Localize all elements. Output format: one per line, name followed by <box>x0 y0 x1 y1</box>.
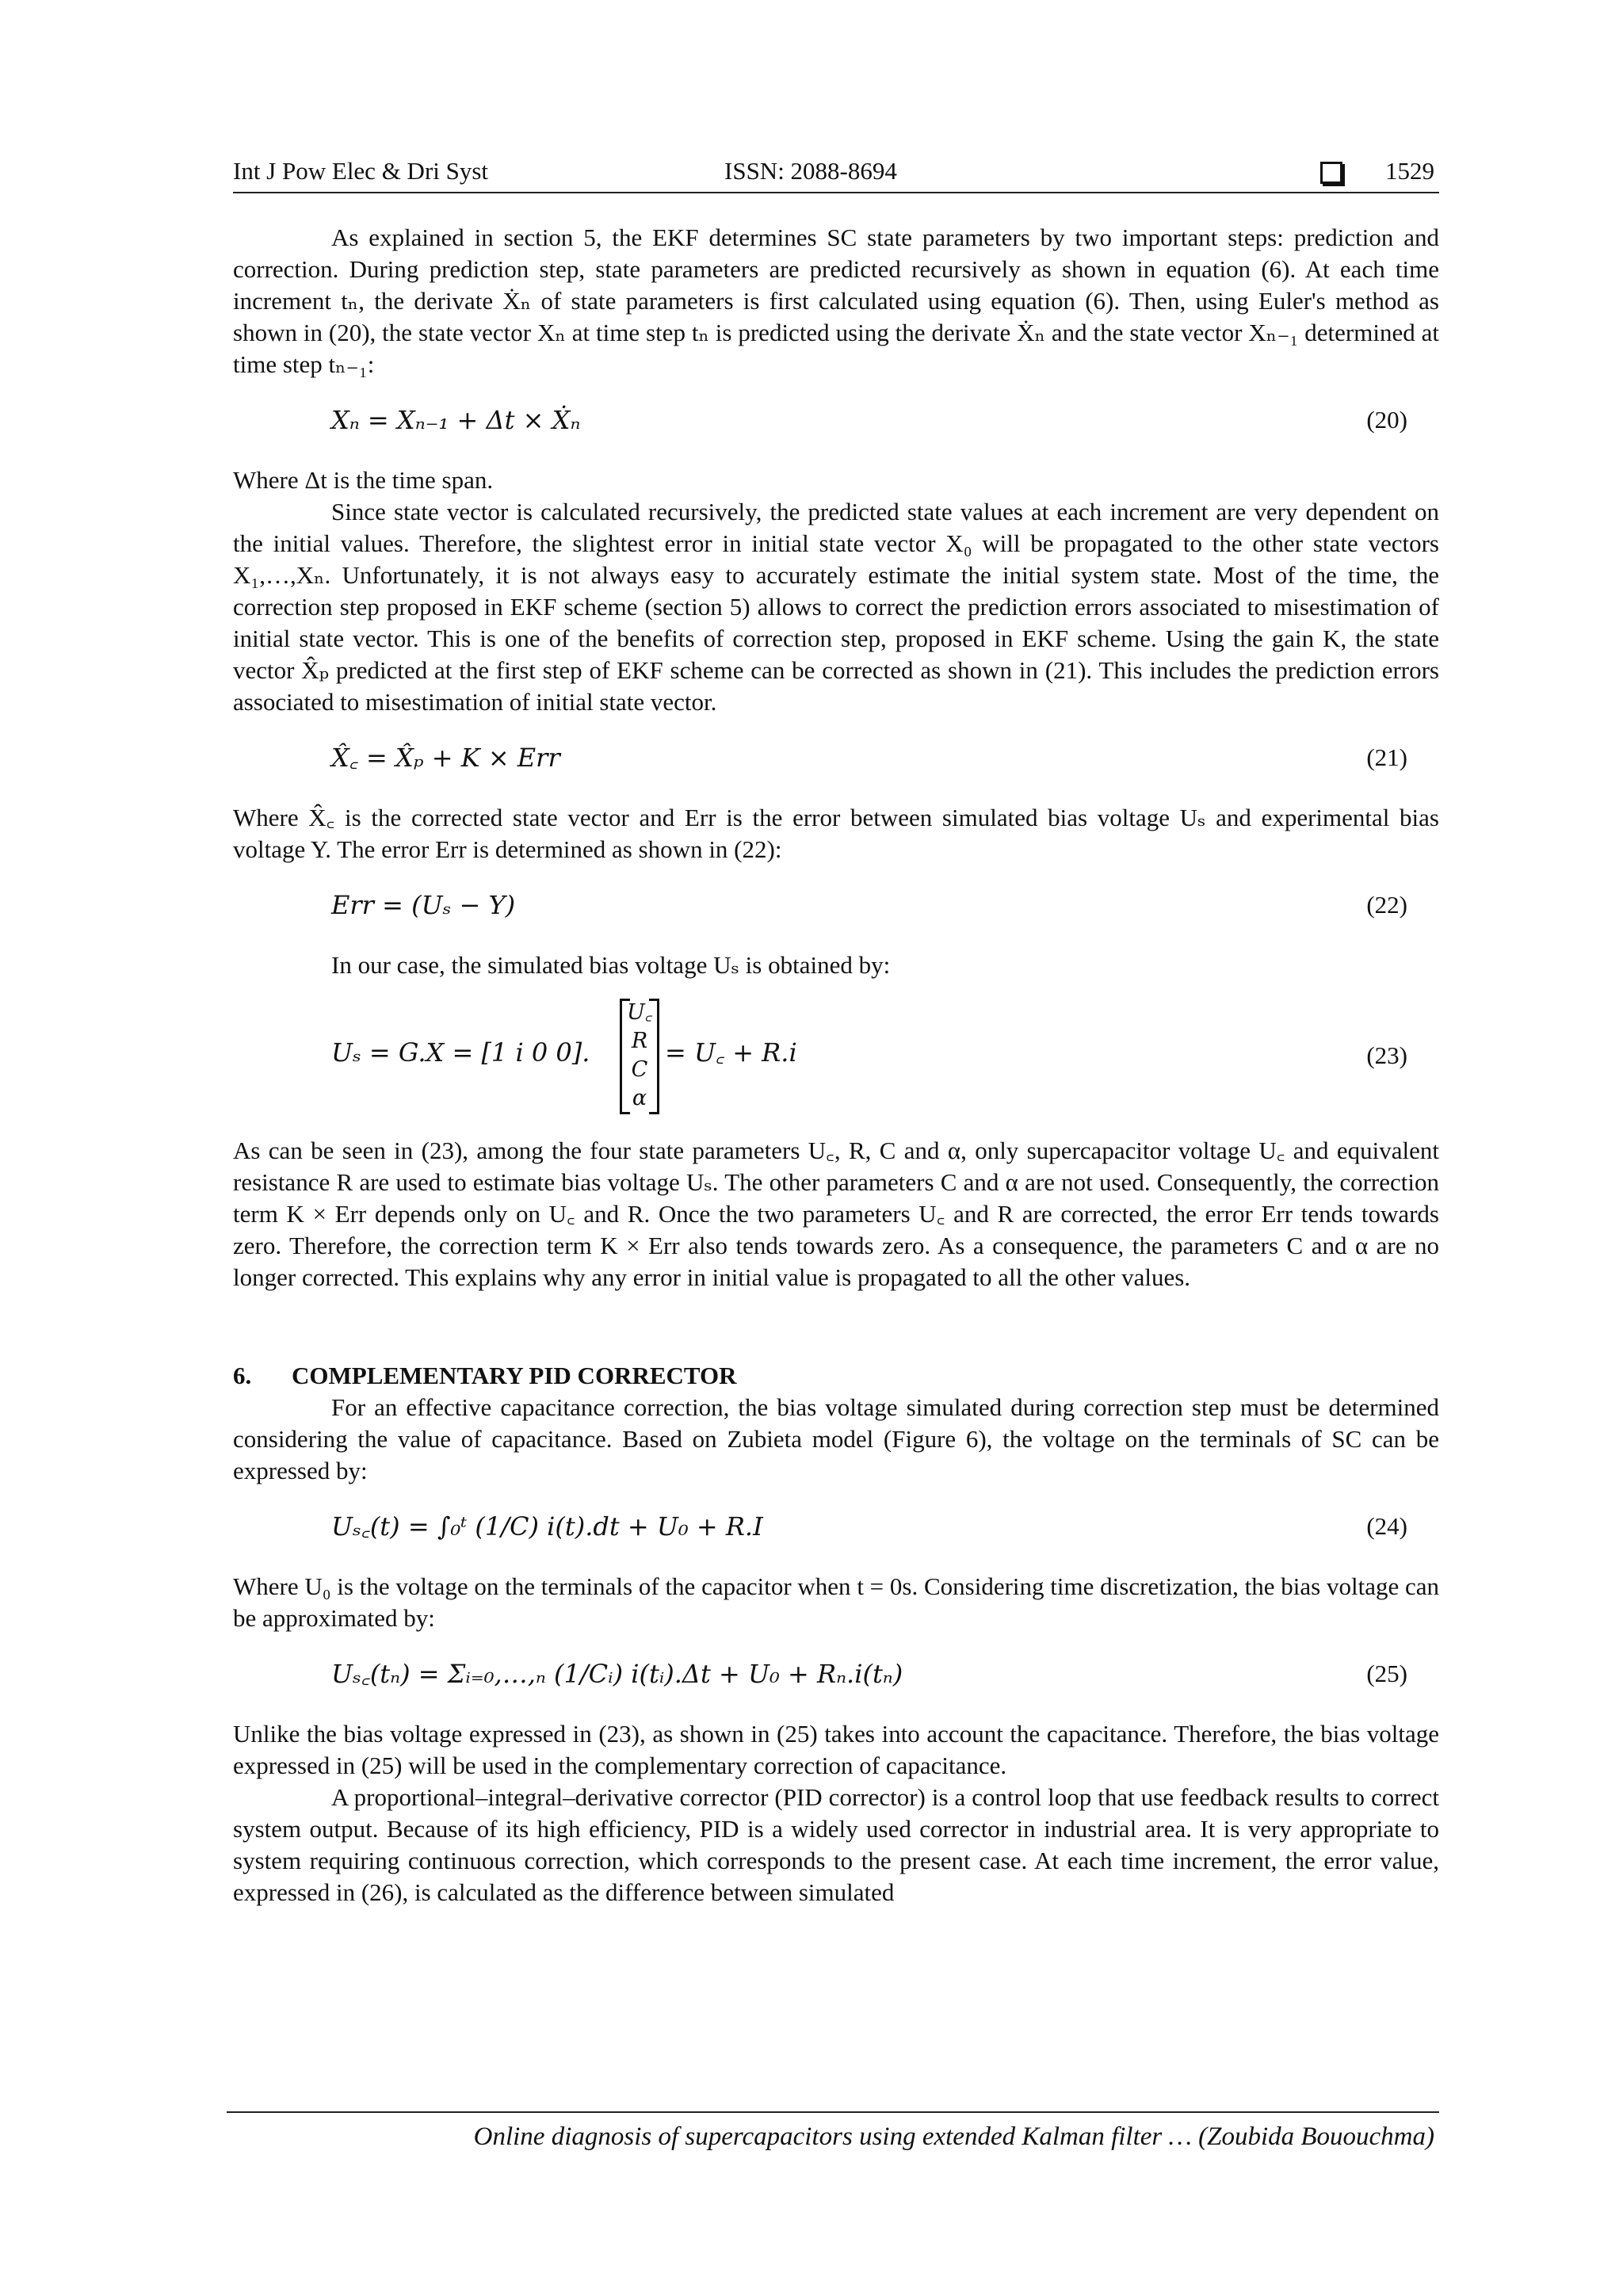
equation-23-rhs: = U꜀ + R.i <box>665 1037 797 1068</box>
matrix-entry: U꜀ <box>626 1000 653 1025</box>
issn: ISSN: 2088-8694 <box>724 157 897 185</box>
paragraph-7: For an effective capacitance correction, the bias voltage simulated during correction step must be determined considering the value of capacitance. Based on Zubieta model (Figure 6), the voltage on the terminals of SC can be expressed by: <box>233 1393 1439 1484</box>
paragraph-5: In our case, the simulated bias voltage Uₛ is obtained by: <box>331 951 891 979</box>
equation-23-number: (23) <box>1366 1041 1407 1069</box>
matrix-entry: α <box>632 1086 647 1110</box>
equation-20-number: (20) <box>1366 406 1407 434</box>
equation-25-expr: Uₛ꜀(tₙ) = Σᵢ₌₀,…,ₙ (1/Cᵢ) i(tᵢ).Δt + U₀ + Rₙ.i(tₙ) <box>331 1659 903 1689</box>
paragraph-6: As can be seen in (23), among the four state parameters U꜀, R, C and α, only supercapacitor voltage U꜀ and equivalent resistance R are used to estimate bias voltage Uₛ. The other parameters C and α are not used. Consequently, the correction term K × Err depends only on U꜀ and R. Once the two parameters U꜀ and R are corrected, the error Err tends towards zero. Therefore, the correction term K × Err also tends towards zero. As a consequence, the parameters C and α are no longer corrected. This explains why any error in initial value is propagated to all the other values. <box>233 1137 1439 1291</box>
page-footer <box>227 2111 1439 2151</box>
paragraph-1: As explained in section 5, the EKF determines SC state parameters by two important steps: prediction and correction. During prediction step, state parameters are predicted recursively as shown in equation (6). At each time increment tₙ, the derivate Ẋₙ of state parameters is first calculated using equation (6). Then, using Euler's method as shown in (20), the state vector Xₙ at time step tₙ is predicted using the derivate Ẋₙ and the state vector Xₙ₋₁ determined at time step tₙ₋₁: <box>233 223 1439 378</box>
equation-20 <box>233 398 1439 447</box>
paragraph-3: Since state vector is calculated recursively, the predicted state values at each increment are very dependent on the initial values. Therefore, the slightest error in initial state vector X₀ will be propagated to the other state vectors X₁,…,Xₙ. Unfortunately, it is not always easy to accurately estimate the initial system state. Most of the time, the correction step proposed in EKF scheme (section 5) allows to correct the prediction errors associated to misestimation of initial state vector. This is one of the benefits of correction step, proposed in EKF scheme. Using the gain K, the state vector X̂ₚ predicted at the first step of EKF scheme can be corrected as shown in (21). This includes the prediction errors associated to misestimation of initial state vector. <box>233 498 1439 716</box>
section-number: 6. <box>233 1362 252 1389</box>
equation-21 <box>233 735 1439 785</box>
page-number: 1529 <box>1385 157 1434 185</box>
page-header <box>233 155 1439 193</box>
equation-21-number: (21) <box>1366 743 1407 771</box>
square-icon <box>1320 162 1342 184</box>
equation-23-lhs: Uₛ = G.X = [1 i 0 0]. <box>331 1037 590 1068</box>
equation-25 <box>233 1652 1439 1701</box>
paragraph-10: A proportional–integral–derivative corrector (PID corrector) is a control loop that use feedback results to correct system output. Because of its high efficiency, PID is a widely used corrector in industrial area. It is very appropriate to system requiring continuous correction, which corresponds to the present case. At each time increment, the error value, expressed in (26), is calculated as the difference between simulated <box>233 1783 1439 1906</box>
matrix-entry: C <box>631 1057 648 1082</box>
equation-22 <box>233 883 1439 932</box>
paragraph-2: Where Δt is the time span. <box>233 466 494 494</box>
equation-22-number: (22) <box>1366 891 1407 919</box>
equation-23 <box>233 999 1439 1117</box>
equation-25-number: (25) <box>1366 1660 1407 1687</box>
equation-22-expr: Err = (Uₛ − Y) <box>331 890 516 920</box>
journal-name: Int J Pow Elec & Dri Syst <box>233 157 489 185</box>
equation-21-expr: X̂꜀ = X̂ₚ + K × Err <box>331 743 560 773</box>
paragraph-8: Where U₀ is the voltage on the terminals of the capacitor when t = 0s. Considering time discretization, the bias voltage can be approximated by: <box>233 1572 1439 1632</box>
equation-20-expr: Xₙ = Xₙ₋₁ + Δt × Ẋₙ <box>331 405 581 435</box>
matrix-entry: R <box>631 1029 648 1053</box>
paragraph-4: Where X̂꜀ is the corrected state vector and Err is the error between simulated bias voltage Uₛ and experimental bias voltage Y. The error Err is determined as shown in (22): <box>233 804 1439 863</box>
equation-24-number: (24) <box>1366 1512 1407 1540</box>
equation-24 <box>233 1504 1439 1553</box>
section-heading <box>233 1360 1439 1392</box>
section-title: COMPLEMENTARY PID CORRECTOR <box>292 1362 737 1389</box>
footer-text: Online diagnosis of supercapacitors using extended Kalman filter … (Zoubida Bououchma) <box>473 2122 1434 2151</box>
equation-24-expr: Uₛ꜀(t) = ∫₀ᵗ (1/C) i(t).dt + U₀ + R.I <box>331 1511 763 1541</box>
state-vector-matrix <box>620 999 659 1114</box>
paragraph-9: Unlike the bias voltage expressed in (23), as shown in (25) takes into account the capacitance. Therefore, the bias voltage expressed in (25) will be used in the complementary correction of capacitance. <box>233 1720 1439 1779</box>
body-text <box>233 222 1439 1908</box>
